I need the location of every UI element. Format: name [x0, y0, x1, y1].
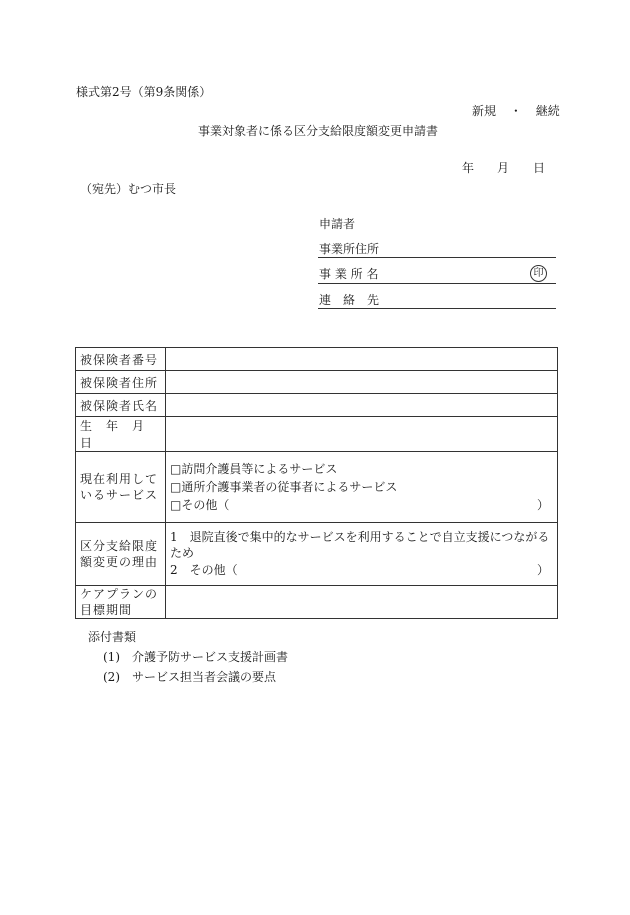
table-row: [76, 371, 558, 394]
service-option-other[interactable]: □その他（ ）: [170, 498, 549, 512]
application-type-separator: ・: [509, 104, 522, 118]
form-number: 様式第2号（第9条関係）: [76, 85, 212, 99]
care-plan-period-label: ケアプランの目標期間: [76, 586, 166, 619]
insured-name-field[interactable]: [166, 394, 558, 417]
attachment-item: (1) 介護予防サービス支援計画書: [103, 650, 288, 664]
date-month-label: 月: [497, 161, 510, 175]
current-services-options: [166, 452, 558, 523]
applicant-heading: 申請者: [319, 217, 356, 231]
care-plan-period-field[interactable]: [166, 586, 558, 619]
attachment-item: (2) サービス担当者会議の要点: [103, 670, 276, 684]
reason-options: [166, 523, 558, 586]
table-row: [76, 586, 558, 619]
office-address-line: [318, 257, 556, 258]
office-name-line: [318, 283, 556, 284]
insured-address-field[interactable]: [166, 371, 558, 394]
reason-option-discharge[interactable]: 1 退院直後で集中的なサービスを利用することで自立支援につながるため: [170, 530, 550, 560]
application-type-continue: 継続: [535, 104, 560, 118]
document-title: 事業対象者に係る区分支給限度額変更申請書: [198, 124, 439, 138]
table-row: [76, 452, 558, 523]
addressee: （宛先）むつ市長: [80, 182, 177, 196]
office-name-label: 事 業 所 名: [319, 267, 379, 281]
birth-date-field[interactable]: [166, 417, 558, 452]
current-services-label: 現在利用しているサービス: [76, 452, 166, 523]
reason-option-other[interactable]: 2 その他（ ）: [170, 563, 549, 577]
close-paren: ）: [536, 498, 549, 512]
insured-address-label: 被保険者住所: [76, 371, 166, 394]
insured-number-field[interactable]: [166, 348, 558, 371]
service-option-home-care[interactable]: □訪問介護員等によるサービス: [170, 462, 338, 476]
contact-label: 連 絡 先: [319, 293, 380, 307]
table-row: [76, 523, 558, 586]
insured-number-label: 被保険者番号: [76, 348, 166, 371]
contact-line: [318, 308, 556, 309]
table-row: [76, 417, 558, 452]
service-option-day-care[interactable]: □通所介護事業者の従事者によるサービス: [170, 480, 398, 494]
table-row: [76, 348, 558, 371]
attachments-heading: 添付書類: [88, 630, 137, 644]
application-table: [75, 347, 558, 619]
application-type-new: 新規: [472, 104, 497, 118]
application-type: [472, 104, 560, 118]
birth-date-label: 生 年 月 日: [76, 417, 166, 452]
date-day-label: 日: [533, 161, 546, 175]
date-year-label: 年: [462, 161, 475, 175]
reason-label: 区分支給限度額変更の理由: [76, 523, 166, 586]
table-row: [76, 394, 558, 417]
office-address-label: 事業所住所: [319, 242, 380, 256]
seal-mark: 印: [530, 265, 547, 282]
close-paren: ）: [536, 563, 549, 577]
insured-name-label: 被保険者氏名: [76, 394, 166, 417]
